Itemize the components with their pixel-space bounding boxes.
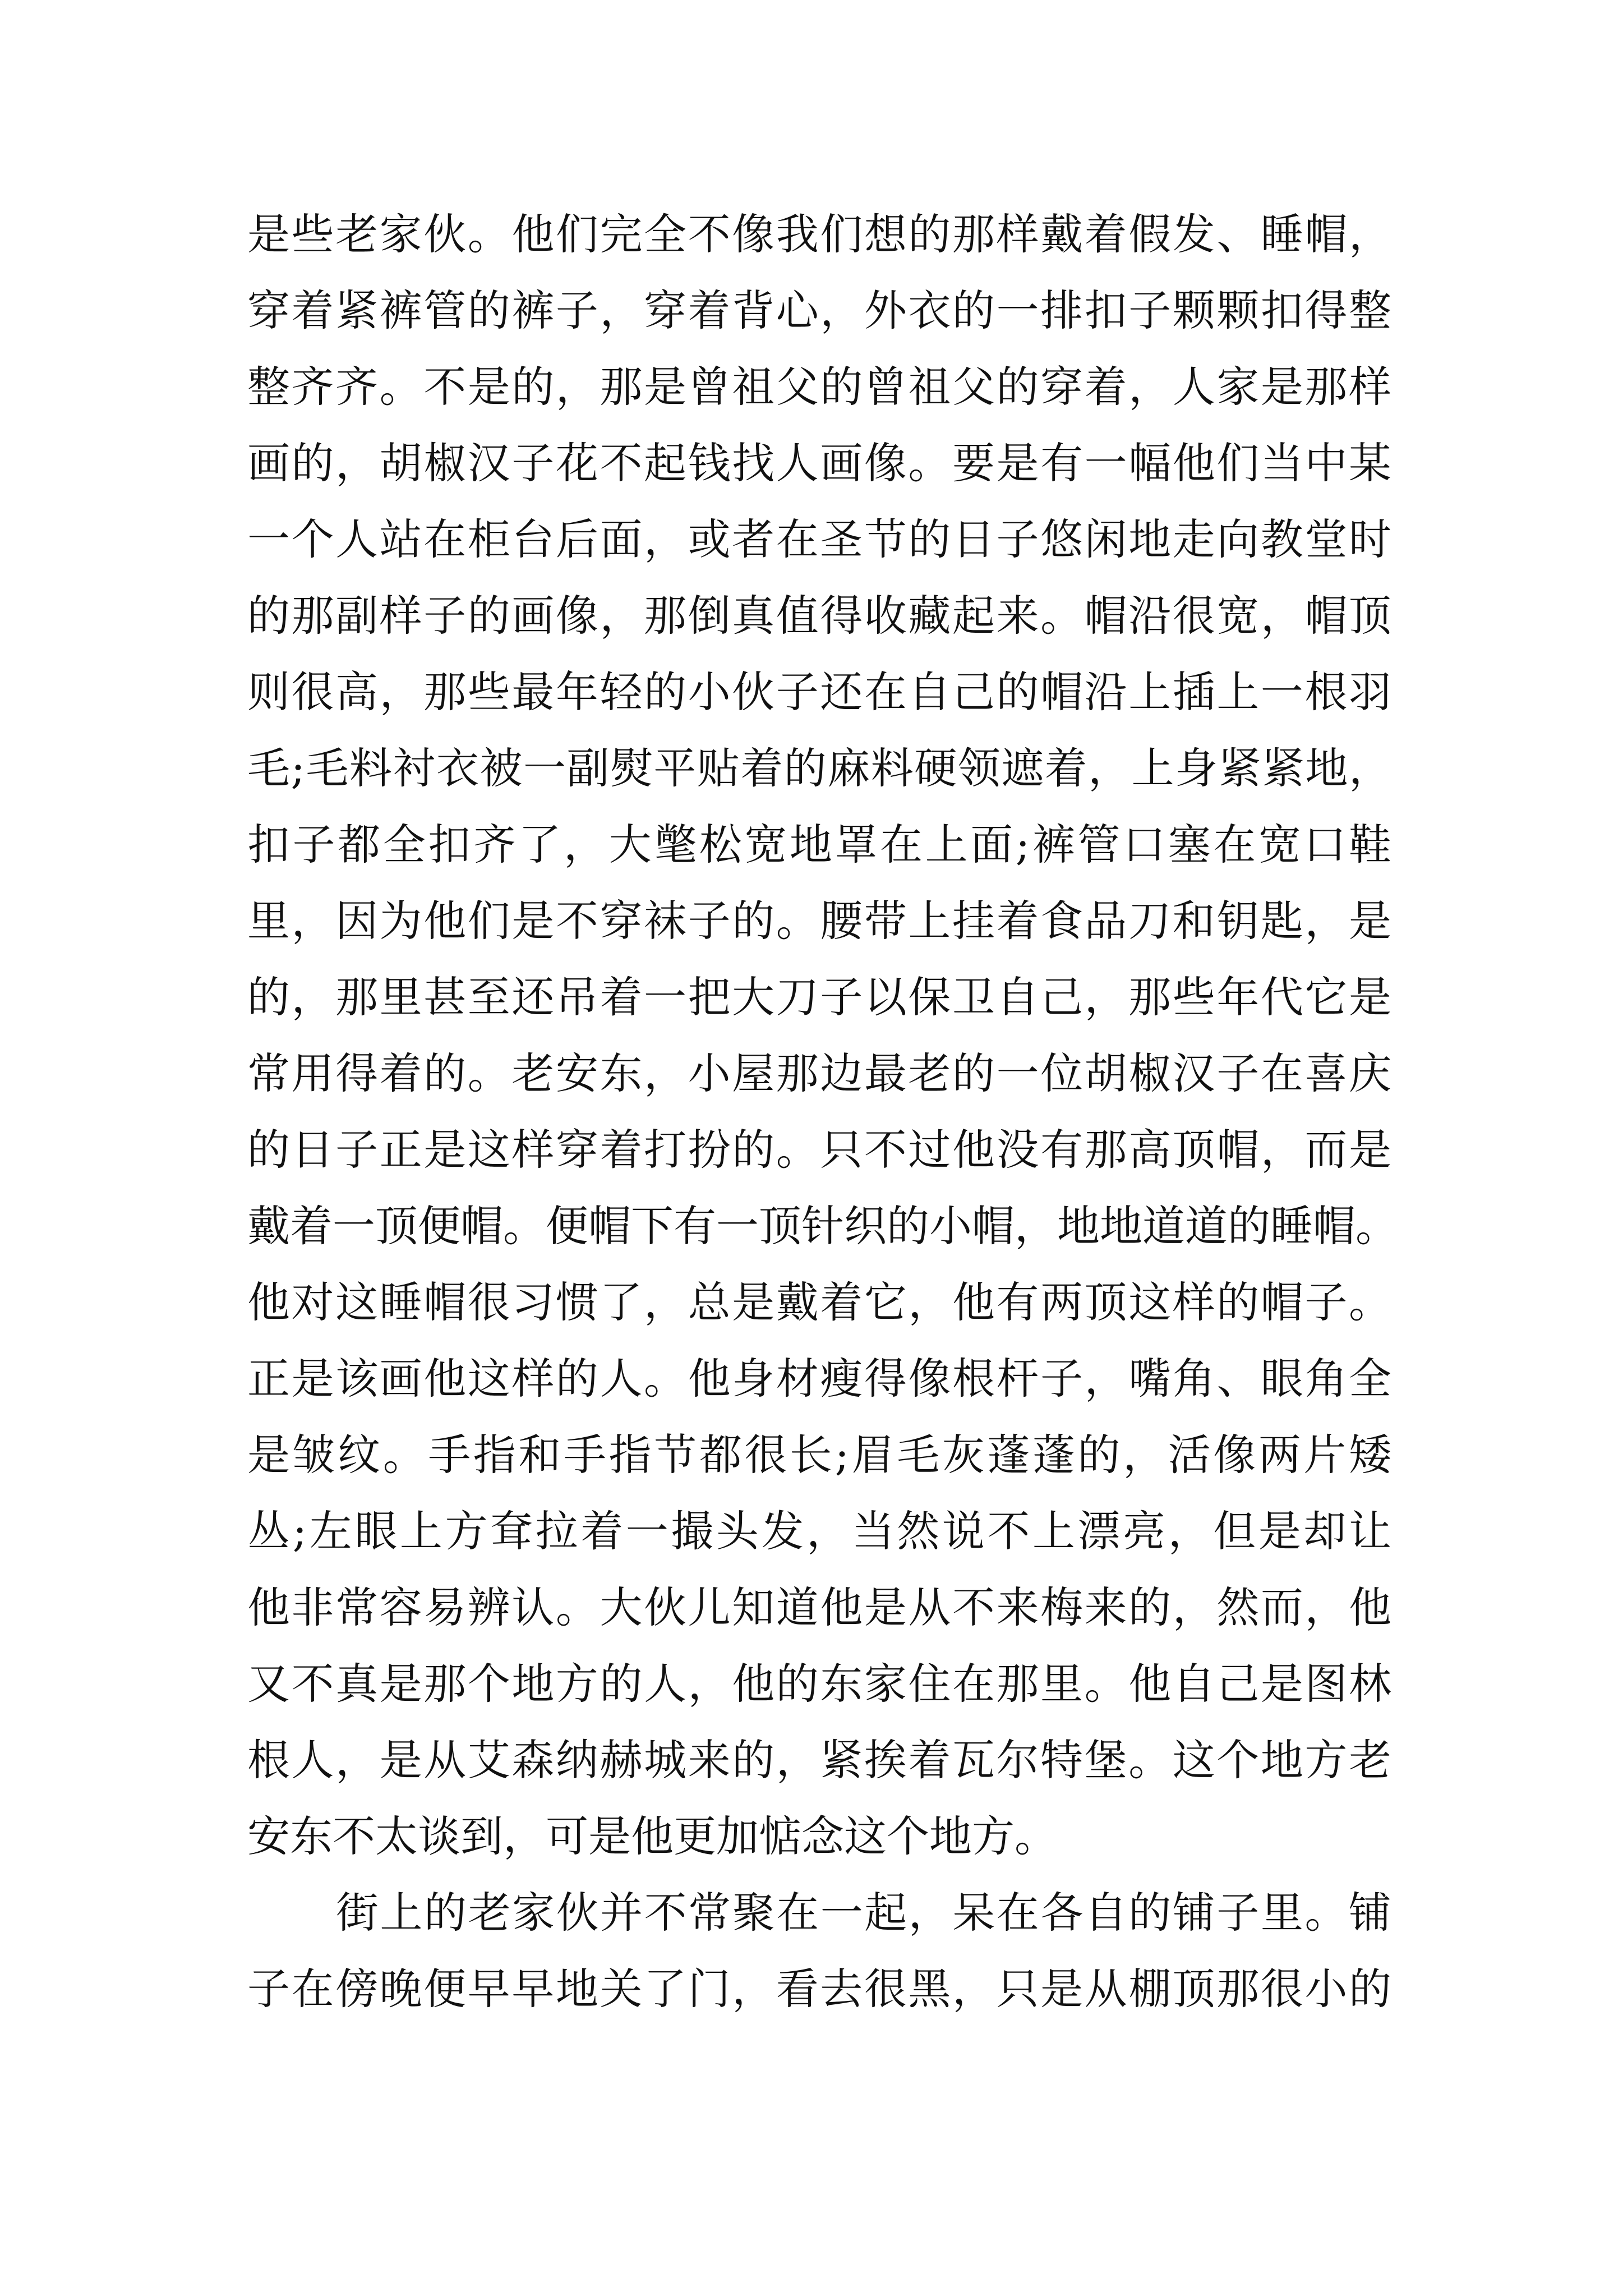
text-line: 则很高，那些最年轻的小伙子还在自己的帽沿上插上一根羽 [247,667,1391,717]
text-line: 子在傍晚便早早地关了门，看去很黑，只是从棚顶那很小的 [247,1964,1391,2014]
text-line: 的日子正是这样穿着打扮的。只不过他没有那高顶帽，而是 [247,1125,1391,1175]
text-line: 扣子都全扣齐了，大氅松宽地罩在上面;裤管口塞在宽口鞋 [247,820,1391,869]
text-line: 的，那里甚至还吊着一把大刀子以保卫自己，那些年代它是 [247,972,1391,1022]
text-line: 丛;左眼上方耷拉着一撮头发，当然说不上漂亮，但是却让 [247,1506,1391,1556]
text-line: 穿着紧裤管的裤子，穿着背心，外衣的一排扣子颗颗扣得整 [247,286,1391,335]
text-line: 一个人站在柜台后面，或者在圣节的日子悠闲地走向教堂时 [247,514,1391,564]
text-line: 是些老家伙。他们完全不像我们想的那样戴着假发、睡帽， [247,209,1391,259]
text-line: 根人，是从艾森纳赫城来的，紧挨着瓦尔特堡。这个地方老 [247,1735,1391,1785]
text-line: 安东不太谈到，可是他更加惦念这个地方。 [247,1811,1057,1861]
paragraph-2 [247,1875,1391,2027]
paragraph-1 [247,196,1398,1875]
text-line: 他对这睡帽很习惯了，总是戴着它，他有两顶这样的帽子。 [247,1277,1391,1327]
text-line: 的那副样子的画像，那倒真值得收藏起来。帽沿很宽，帽顶 [247,591,1391,641]
text-line: 又不真是那个地方的人，他的东家住在那里。他自己是图林 [247,1659,1391,1709]
text-line: 常用得着的。老安东，小屋那边最老的一位胡椒汉子在喜庆 [247,1048,1391,1098]
text-line: 毛;毛料衬衣被一副熨平贴着的麻料硬领遮着，上身紧紧地， [247,743,1391,793]
text-line: 是皱纹。手指和手指节都很长;眉毛灰蓬蓬的，活像两片矮 [247,1430,1391,1480]
text-line: 里，因为他们是不穿袜子的。腰带上挂着食品刀和钥匙，是 [247,896,1391,946]
text-line: 画的，胡椒汉子花不起钱找人画像。要是有一幅他们当中某 [247,438,1391,488]
text-line: 他非常容易辨认。大伙儿知道他是从不来梅来的，然而，他 [247,1582,1391,1632]
text-line: 整齐齐。不是的，那是曾祖父的曾祖父的穿着，人家是那样 [247,362,1391,412]
text-line: 戴着一顶便帽。便帽下有一顶针织的小帽，地地道道的睡帽。 [247,1201,1398,1251]
text-line: 正是该画他这样的人。他身材瘦得像根杆子，嘴角、眼角全 [247,1354,1391,1404]
body-text [247,196,1398,2027]
text-line: 街上的老家伙并不常聚在一起，呆在各自的铺子里。铺 [336,1888,1391,1938]
